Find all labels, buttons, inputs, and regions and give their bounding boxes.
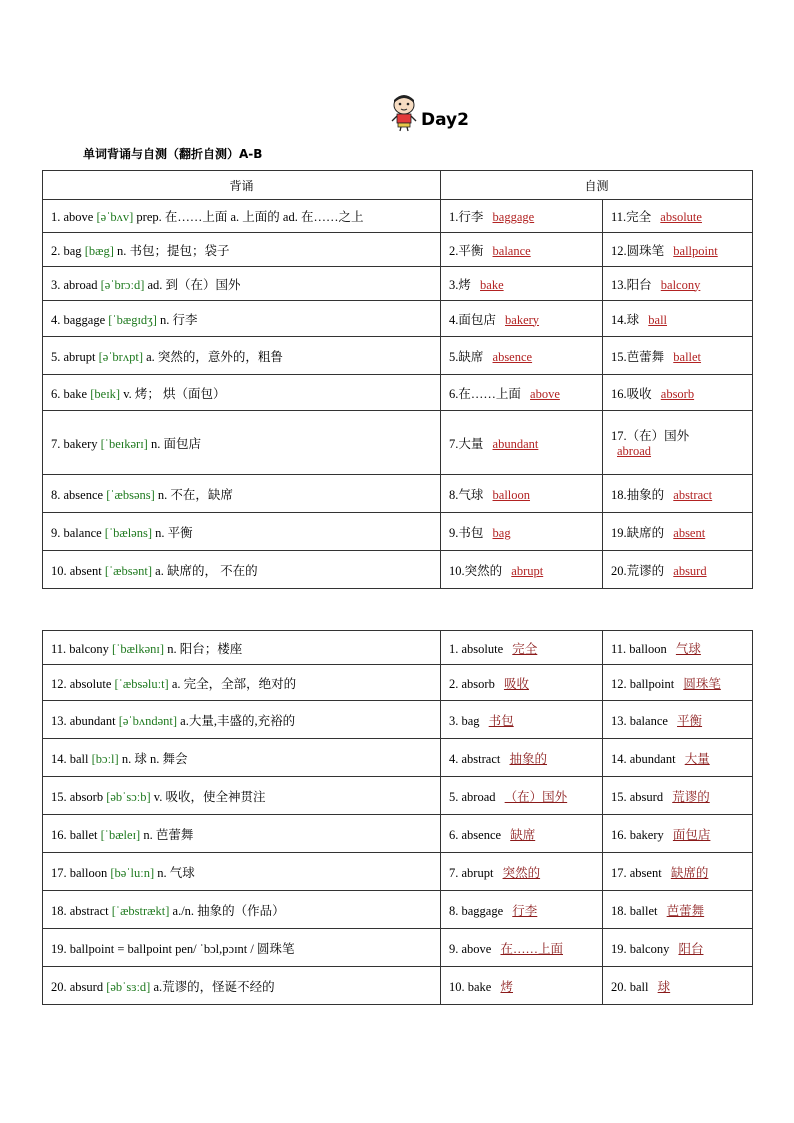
word-number: 17.	[51, 865, 67, 880]
table-row	[43, 513, 753, 551]
definition: n. 阳台；楼座	[167, 641, 243, 656]
test-answer: 抽象的	[509, 751, 548, 766]
phonetic: [ˈbæleɪ]	[100, 827, 141, 842]
test-answer: 行李	[512, 903, 538, 918]
word-number: 15.	[51, 789, 67, 804]
test-cell-right	[603, 665, 753, 701]
definition: v. 烤； 烘（面包）	[123, 386, 226, 401]
phonetic: [bæg]	[84, 243, 114, 258]
vocab-table-2	[42, 630, 753, 1005]
phonetic: [ˈbeɪkərɪ]	[100, 436, 148, 451]
column-header-test: 自测	[441, 171, 753, 200]
test-answer: 平衡	[677, 713, 703, 728]
test-answer: bake	[480, 277, 504, 292]
phonetic: [ˈbægɪdʒ]	[108, 312, 157, 327]
word: abstract	[69, 903, 109, 918]
test-cell-left	[441, 967, 603, 1005]
word-number: 5.	[51, 349, 61, 364]
word-cell	[43, 551, 441, 589]
cartoon-boy-icon	[389, 94, 419, 132]
table-row	[43, 967, 753, 1005]
phonetic: [ˈbæləns]	[104, 525, 153, 540]
test-cell-left	[441, 777, 603, 815]
test-prompt: 4.面包店	[449, 312, 496, 327]
test-prompt: 18. ballet	[611, 903, 658, 918]
word-number: 9.	[51, 525, 61, 540]
test-prompt: 19.缺席的	[611, 525, 665, 540]
test-cell-right	[603, 701, 753, 739]
definition: a. 完全，全部，绝对的	[171, 676, 297, 691]
test-answer: 气球	[675, 641, 701, 656]
test-answer: balcony	[660, 277, 701, 292]
word: abroad	[63, 277, 98, 292]
test-prompt: 5.缺席	[449, 349, 484, 364]
word: absent	[69, 563, 102, 578]
phonetic: [ˈæbsəns]	[106, 487, 155, 502]
test-answer: balance	[492, 243, 531, 258]
word-cell	[43, 631, 441, 665]
test-answer: 书包	[488, 713, 514, 728]
test-answer: absurd	[673, 563, 707, 578]
test-answer: baggage	[492, 210, 535, 224]
table-row	[43, 233, 753, 267]
test-prompt: 8.气球	[449, 487, 484, 502]
word-cell	[43, 301, 441, 337]
table-row	[43, 891, 753, 929]
test-cell-left	[441, 267, 603, 301]
test-prompt: 16.吸收	[611, 386, 652, 401]
word-number: 13.	[51, 713, 67, 728]
test-answer: ballpoint	[673, 243, 718, 258]
test-prompt: 12.圆珠笔	[611, 243, 665, 258]
test-prompt: 12. ballpoint	[611, 676, 675, 691]
test-cell-right	[603, 967, 753, 1005]
test-cell-right	[603, 631, 753, 665]
phonetic: [əˈbrʌpt]	[98, 349, 143, 364]
test-cell-left	[441, 200, 603, 233]
definition: v. 吸收，使全神贯注	[153, 789, 266, 804]
test-answer: ballet	[673, 349, 702, 364]
test-answer: absolute	[660, 210, 702, 224]
definition: n. 书包；提包；袋子	[116, 243, 230, 258]
word: abundant	[69, 713, 116, 728]
test-cell-left	[441, 551, 603, 589]
test-cell-left	[441, 631, 603, 665]
test-cell-left	[441, 375, 603, 411]
table-row	[43, 929, 753, 967]
definition: n. 平衡	[155, 525, 193, 540]
test-prompt: 1.行李	[449, 210, 484, 224]
word-number: 8.	[51, 487, 61, 502]
definition: n. 不在，缺席	[157, 487, 233, 502]
word-number: 10.	[51, 563, 67, 578]
test-prompt: 16. bakery	[611, 827, 664, 842]
test-prompt: 18.抽象的	[611, 487, 665, 502]
test-prompt: 3.烤	[449, 277, 471, 292]
word-number: 20.	[51, 979, 67, 994]
test-cell-right	[603, 233, 753, 267]
test-answer: abrupt	[511, 563, 544, 578]
test-answer: 圆珠笔	[683, 676, 721, 691]
test-prompt: 2. absorb	[449, 676, 495, 691]
test-prompt: 17.（在）国外	[611, 429, 690, 443]
table-row	[43, 475, 753, 513]
test-prompt: 20.荒谬的	[611, 563, 665, 578]
table-row	[43, 853, 753, 891]
test-answer: bakery	[505, 312, 540, 327]
definition: a. 突然的，意外的，粗鲁	[146, 349, 283, 364]
phonetic: [bəˈluːn]	[110, 865, 155, 880]
word-cell	[43, 853, 441, 891]
table-row	[43, 411, 753, 475]
definition: n. 芭蕾舞	[143, 827, 194, 842]
word-cell	[43, 513, 441, 551]
word-cell	[43, 739, 441, 777]
word-cell	[43, 200, 441, 233]
test-cell-right	[603, 815, 753, 853]
table-row	[43, 701, 753, 739]
definition: n. 面包店	[150, 436, 201, 451]
word-cell	[43, 337, 441, 375]
table-row	[43, 815, 753, 853]
test-answer: absence	[492, 349, 533, 364]
test-prompt: 19. balcony	[611, 941, 670, 956]
column-header-recite: 背诵	[43, 171, 441, 200]
test-cell-right	[603, 411, 753, 475]
test-answer: 吸收	[503, 676, 529, 691]
word: ballet	[69, 827, 98, 842]
word: bake	[63, 386, 88, 401]
test-prompt: 7. abrupt	[449, 865, 494, 880]
definition: n. 气球	[157, 865, 195, 880]
definition: ad. 到（在）国外	[147, 277, 241, 292]
definition: n. 行李	[160, 312, 198, 327]
phonetic: [əbˈsɔːb]	[106, 789, 151, 804]
test-cell-left	[441, 739, 603, 777]
word-number: 19.	[51, 941, 67, 956]
test-answer: 完全	[512, 641, 538, 656]
table-row	[43, 267, 753, 301]
test-answer: 阳台	[678, 941, 704, 956]
test-prompt: 13. balance	[611, 713, 668, 728]
phonetic: [əbˈsɜːd]	[106, 979, 151, 994]
test-answer: balloon	[492, 487, 531, 502]
test-answer: 芭蕾舞	[666, 903, 705, 918]
test-cell-left	[441, 233, 603, 267]
phonetic: [ˈæbstrækt]	[111, 903, 170, 918]
test-prompt: 7.大量	[449, 436, 484, 451]
table-row	[43, 301, 753, 337]
word-cell	[43, 411, 441, 475]
test-prompt: 10.突然的	[449, 563, 503, 578]
word: absolute	[69, 676, 112, 691]
phonetic: [əˈbʌv]	[96, 210, 134, 224]
test-answer: above	[530, 386, 560, 401]
test-prompt: 2.平衡	[449, 243, 484, 258]
word-cell	[43, 375, 441, 411]
test-prompt: 20. ball	[611, 979, 649, 994]
word: above	[63, 210, 94, 224]
word: bag	[63, 243, 82, 258]
word-number: 12.	[51, 676, 67, 691]
phonetic: [əˈbrɔːd]	[100, 277, 145, 292]
word-number: 6.	[51, 386, 61, 401]
test-prompt: 13.阳台	[611, 277, 652, 292]
word-cell	[43, 891, 441, 929]
word-number: 14.	[51, 751, 67, 766]
test-cell-left	[441, 891, 603, 929]
definition: n. 球 n. 舞会	[121, 751, 188, 766]
definition: prep. 在……上面 a. 上面的 ad. 在……之上	[136, 210, 364, 224]
test-answer: 球	[657, 979, 671, 994]
test-cell-right	[603, 853, 753, 891]
test-answer: （在）国外	[504, 789, 568, 804]
phonetic: [ˈæbsəluːt]	[114, 676, 169, 691]
vocab-table-1	[42, 170, 753, 589]
table-row	[43, 665, 753, 701]
test-answer: abstract	[673, 487, 713, 502]
word-number: 11.	[51, 641, 67, 656]
test-answer: bag	[492, 525, 511, 540]
definition: a.荒谬的，怪诞不经的	[153, 979, 275, 994]
test-prompt: 17. absent	[611, 865, 662, 880]
test-cell-left	[441, 337, 603, 375]
test-cell-left	[441, 815, 603, 853]
word-number: 4.	[51, 312, 61, 327]
table-row	[43, 200, 753, 233]
definition: a./n. 抽象的（作品）	[172, 903, 285, 918]
word-cell	[43, 815, 441, 853]
test-prompt: 1. absolute	[449, 641, 504, 656]
test-answer: absorb	[660, 386, 695, 401]
word-cell	[43, 665, 441, 701]
test-cell-right	[603, 551, 753, 589]
test-cell-left	[441, 701, 603, 739]
word: ballpoint	[69, 941, 115, 956]
test-prompt: 6. absence	[449, 827, 502, 842]
test-prompt: 15.芭蕾舞	[611, 349, 665, 364]
word-cell	[43, 475, 441, 513]
test-cell-right	[603, 337, 753, 375]
test-prompt: 14. abundant	[611, 751, 676, 766]
test-cell-right	[603, 475, 753, 513]
word: absurd	[69, 979, 104, 994]
test-cell-right	[603, 777, 753, 815]
test-prompt: 9.书包	[449, 525, 484, 540]
test-answer: abundant	[492, 436, 539, 451]
test-prompt: 11.完全	[611, 210, 652, 224]
test-cell-right	[603, 891, 753, 929]
test-prompt: 15. absurd	[611, 789, 664, 804]
word-cell	[43, 267, 441, 301]
word: balloon	[69, 865, 108, 880]
test-cell-left	[441, 513, 603, 551]
test-cell-left	[441, 929, 603, 967]
word-number: 16.	[51, 827, 67, 842]
word: balance	[63, 525, 102, 540]
test-cell-left	[441, 301, 603, 337]
test-prompt: 9. above	[449, 941, 492, 956]
test-answer: absent	[673, 525, 706, 540]
test-answer: 在……上面	[500, 941, 563, 956]
page-title: Day2	[421, 110, 469, 130]
word-number: 7.	[51, 436, 61, 451]
test-prompt: 8. baggage	[449, 903, 504, 918]
word-number: 1.	[51, 210, 61, 224]
test-prompt: 10. bake	[449, 979, 492, 994]
definition: a.大量,丰盛的,充裕的	[180, 713, 296, 728]
test-prompt: 3. bag	[449, 713, 480, 728]
table-row	[43, 337, 753, 375]
table-row	[43, 739, 753, 777]
test-cell-right	[603, 301, 753, 337]
definition: = ballpoint pen/ ˈbɔl,pɔɪnt / 圆珠笔	[117, 941, 295, 956]
table-row	[43, 551, 753, 589]
test-answer: 荒谬的	[672, 789, 710, 804]
test-prompt: 5. abroad	[449, 789, 496, 804]
test-prompt: 6.在……上面	[449, 386, 521, 401]
title-area	[0, 94, 794, 134]
word: balcony	[69, 641, 109, 656]
test-cell-left	[441, 411, 603, 475]
phonetic: [ˈbælkənɪ]	[112, 641, 165, 656]
section-subtitle: 单词背诵与自测（翻折自测）A-B	[83, 147, 263, 161]
test-answer: abroad	[617, 444, 652, 458]
word-cell	[43, 929, 441, 967]
test-cell-right	[603, 929, 753, 967]
table-row	[43, 777, 753, 815]
definition: a. 缺席的， 不在的	[155, 563, 258, 578]
test-prompt: 11. balloon	[611, 641, 667, 656]
word-cell	[43, 701, 441, 739]
test-answer: 烤	[500, 979, 513, 994]
test-answer: 突然的	[502, 865, 541, 880]
word: absorb	[69, 789, 104, 804]
test-answer: 面包店	[672, 827, 711, 842]
test-cell-right	[603, 739, 753, 777]
table-row	[43, 375, 753, 411]
test-prompt: 4. abstract	[449, 751, 501, 766]
phonetic: [əˈbʌndənt]	[118, 713, 178, 728]
phonetic: [bɔːl]	[91, 751, 119, 766]
test-cell-right	[603, 513, 753, 551]
test-cell-left	[441, 475, 603, 513]
phonetic: [beɪk]	[90, 386, 121, 401]
word: abrupt	[63, 349, 96, 364]
word: bakery	[63, 436, 98, 451]
phonetic: [ˈæbsənt]	[104, 563, 153, 578]
test-cell-left	[441, 665, 603, 701]
test-answer: ball	[648, 312, 668, 327]
test-prompt: 14.球	[611, 312, 640, 327]
test-cell-right	[603, 375, 753, 411]
word-number: 3.	[51, 277, 61, 292]
word-cell	[43, 233, 441, 267]
word: baggage	[63, 312, 106, 327]
test-answer: 缺席	[510, 827, 536, 842]
test-cell-right	[603, 200, 753, 233]
word-number: 18.	[51, 903, 67, 918]
test-answer: 大量	[684, 751, 710, 766]
table-row	[43, 631, 753, 665]
word: absence	[63, 487, 104, 502]
test-answer: 缺席的	[670, 865, 709, 880]
test-cell-right	[603, 267, 753, 301]
test-cell-left	[441, 853, 603, 891]
word-cell	[43, 967, 441, 1005]
word-cell	[43, 777, 441, 815]
word: ball	[69, 751, 89, 766]
word-number: 2.	[51, 243, 61, 258]
